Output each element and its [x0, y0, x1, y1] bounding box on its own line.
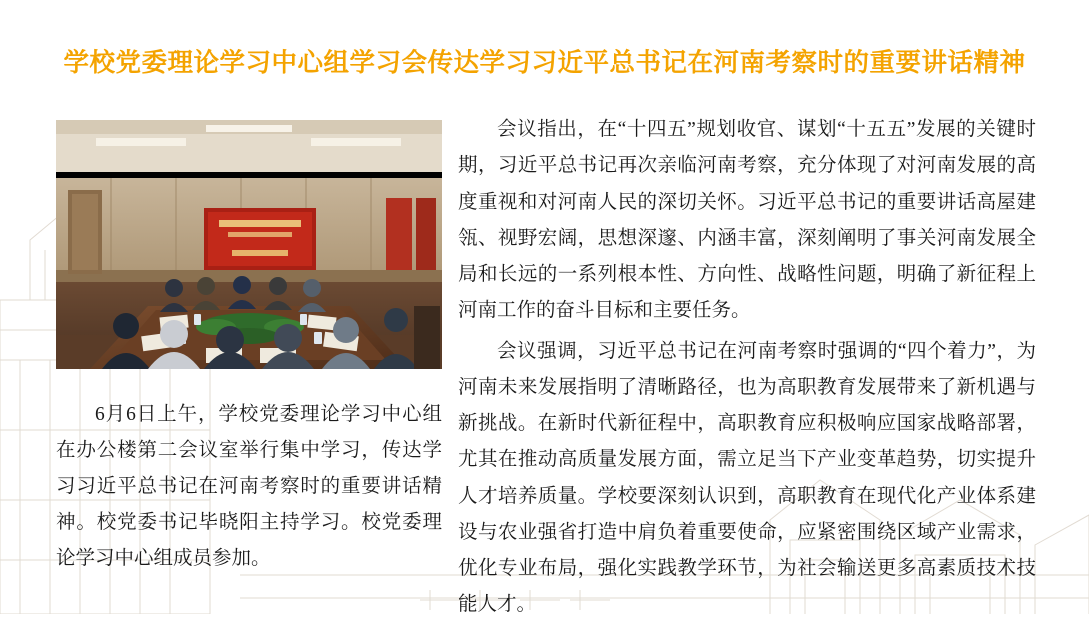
right-column — [458, 112, 1036, 628]
page-title: 学校党委理论学习中心组学习会传达学习习近平总书记在河南考察时的重要讲话精神 — [63, 49, 1026, 77]
meeting-photo — [56, 120, 442, 369]
body-paragraph-1: 会议指出，在“十四五”规划收官、谋划“十五五”发展的关键时期，习近平总书记再次亲临河南考察，充分体现了对河南发展的高度重视和对河南人民的深切关怀。习近平总书记的重要讲话高屋建瓴、视野宏阔，思想深邃、内涵丰富，深刻阐明了事关河南发展全局和长远的一系列根本性、方向性、战略性问题，明确了新征程上河南工作的奋斗目标和主要任务。 — [458, 119, 1036, 322]
photo-caption: 6月6日上午，学校党委理论学习中心组在办公楼第二会议室举行集中学习，传达学习习近平总书记在河南考察时的重要讲话精神。校党委书记毕晓阳主持学习。校党委理论学习中心组成员参加。 — [56, 404, 442, 570]
left-column — [56, 120, 442, 577]
body-paragraph-2: 会议强调，习近平总书记在河南考察时强调的“四个着力”，为河南未来发展指明了清晰路径，也为高职教育发展带来了新机遇与新挑战。在新时代新征程中，高职教育应积极响应国家战略部署，尤其在推动高质量发展方面，需立足当下产业变革趋势，切实提升人才培养质量。学校要深刻认识到，高职教育在现代化产业体系建设与农业强省打造中肩负着重要使命，应紧密围绕区域产业需求，优化专业布局，强化实践教学环节，为社会输送更多高素质技术技能人才。 — [458, 340, 1036, 616]
